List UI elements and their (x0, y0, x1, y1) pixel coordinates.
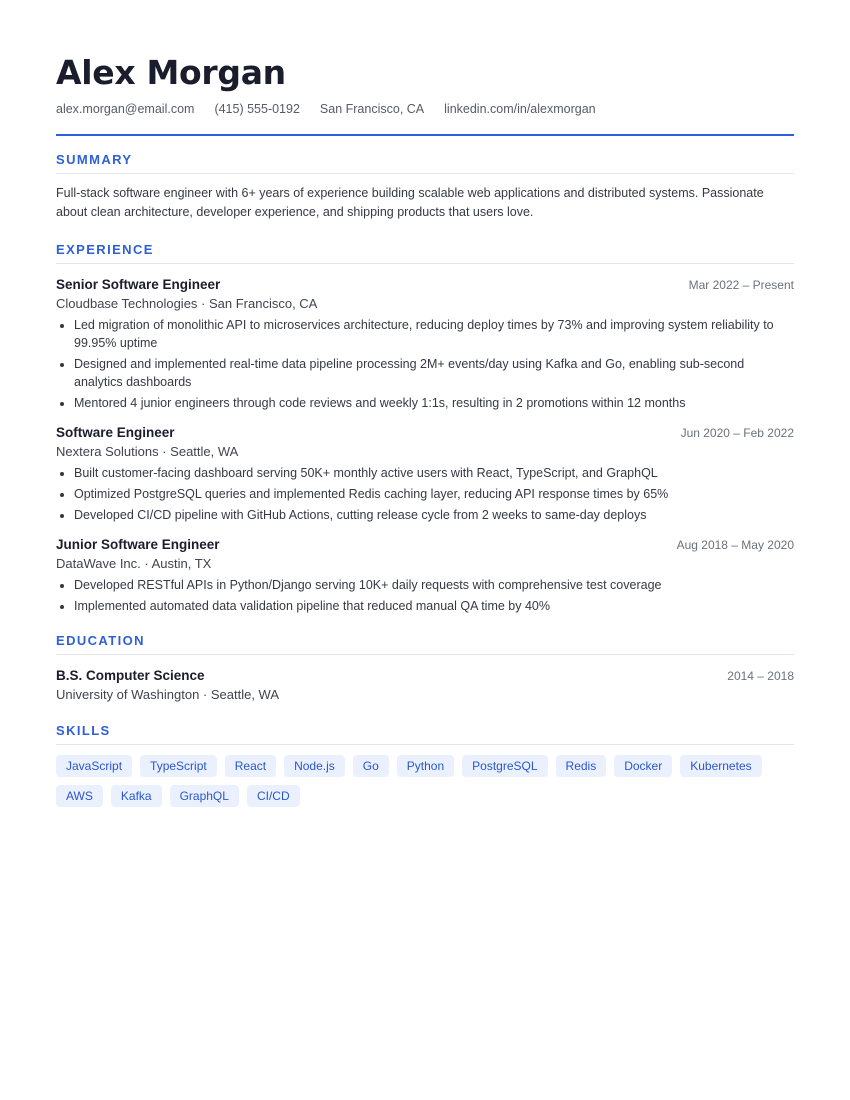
experience-heading: EXPERIENCE (56, 242, 794, 264)
skills-list (56, 755, 794, 807)
job-dates: Mar 2022 – Present (688, 278, 794, 292)
skill-chip: TypeScript (140, 755, 217, 777)
job-bullet: • Led migration of monolithic API to microservices architecture, reducing deploy times by 73% and improving system reliability to 99.95% uptime (74, 316, 794, 352)
job-dates: Jun 2020 – Feb 2022 (680, 426, 794, 440)
skill-chip: Kubernetes (680, 755, 761, 777)
job-bullet: • Built customer-facing dashboard serving 50K+ monthly active users with React, TypeScript, and GraphQL (74, 464, 794, 482)
skill-chip: Kafka (111, 785, 162, 807)
job-company: Nextera Solutions · Seattle, WA (56, 444, 239, 459)
skill-chip: PostgreSQL (462, 755, 547, 777)
candidate-name: Alex Morgan (56, 53, 286, 92)
job-bullet: • Designed and implemented real-time data pipeline processing 2M+ events/day using Kafka and Go, enabling sub-second analytics dashboards (74, 355, 794, 391)
contact-location: San Francisco, CA (319, 102, 425, 116)
job-entry (56, 276, 794, 412)
job-title: Junior Software Engineer (56, 537, 220, 552)
job-bullet: • Mentored 4 junior engineers through code reviews and weekly 1:1s, resulting in 2 promotions within 12 months (74, 394, 794, 412)
skill-chip: Redis (556, 755, 607, 777)
job-bullets (56, 464, 794, 524)
skill-chip: AWS (56, 785, 103, 807)
job-bullet: • Implemented automated data validation pipeline that reduced manual QA time by 40% (74, 597, 794, 615)
degree: B.S. Computer Science (56, 668, 205, 683)
contact-email: alex.morgan@email.com (56, 102, 195, 116)
skill-chip: GraphQL (170, 785, 239, 807)
contact-line (56, 101, 794, 117)
job-bullet: • Optimized PostgreSQL queries and implemented Redis caching layer, reducing API response times by 65% (74, 485, 794, 503)
job-company: Cloudbase Technologies · San Francisco, CA (56, 296, 318, 311)
skill-chip: JavaScript (56, 755, 132, 777)
education-dates: 2014 – 2018 (727, 669, 794, 683)
job-bullet: • Developed RESTful APIs in Python/Django serving 10K+ daily requests with comprehensive test coverage (74, 576, 794, 594)
skills-heading: SKILLS (56, 723, 794, 745)
education-heading: EDUCATION (56, 633, 794, 655)
skill-chip: Python (397, 755, 454, 777)
education-entry (56, 667, 794, 705)
job-entry (56, 424, 794, 524)
summary-heading: SUMMARY (56, 152, 794, 174)
contact-linkedin: linkedin.com/in/alexmorgan (444, 102, 596, 116)
skill-chip: Docker (614, 755, 672, 777)
contact-phone: (415) 555-0192 (214, 102, 300, 116)
skill-chip: CI/CD (247, 785, 300, 807)
job-company: DataWave Inc. · Austin, TX (56, 556, 212, 571)
header-divider (56, 134, 794, 136)
school: University of Washington · Seattle, WA (56, 687, 280, 702)
skill-chip: React (225, 755, 276, 777)
summary-text: Full-stack software engineer with 6+ years of experience building scalable web applications and distributed systems. Passionate about clean architecture, developer experience, and shipping products that users love. (56, 186, 764, 219)
job-bullets (56, 576, 794, 615)
job-dates: Aug 2018 – May 2020 (676, 538, 794, 552)
job-entry (56, 536, 794, 615)
skill-chip: Go (353, 755, 389, 777)
job-title: Senior Software Engineer (56, 277, 221, 292)
skill-chip: Node.js (284, 755, 345, 777)
job-bullet: • Developed CI/CD pipeline with GitHub Actions, cutting release cycle from 2 weeks to same-day deploys (74, 506, 794, 524)
job-bullets (56, 316, 794, 412)
job-title: Software Engineer (56, 425, 175, 440)
